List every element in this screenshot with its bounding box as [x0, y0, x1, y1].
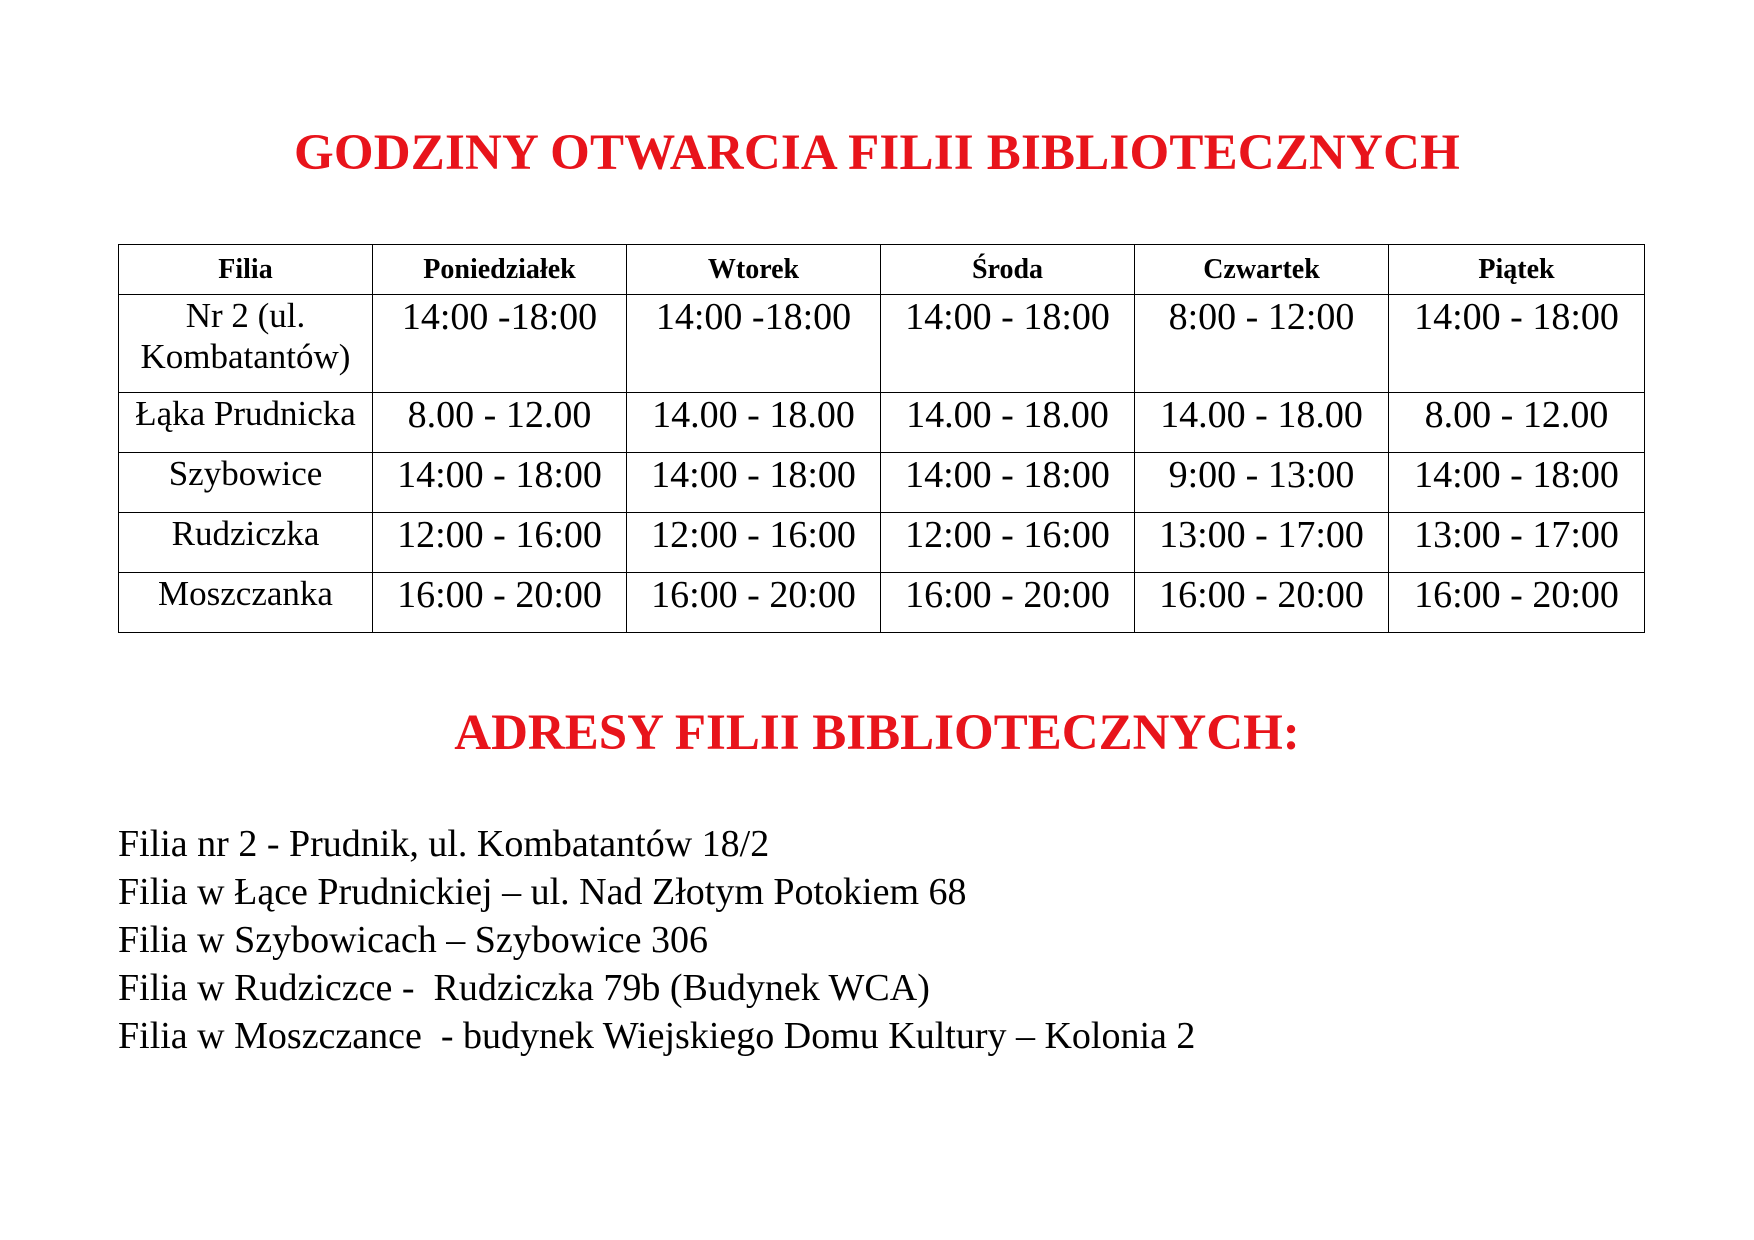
header-friday: Piątek	[1389, 245, 1645, 295]
list-item: Filia nr 2 - Prudnik, ul. Kombatantów 18/2	[118, 823, 770, 865]
hours-cell: 16:00 - 20:00	[627, 573, 881, 633]
hours-cell: 14.00 - 18.00	[1135, 393, 1389, 453]
table-row	[119, 513, 1645, 573]
hours-cell: 16:00 - 20:00	[1389, 573, 1645, 633]
header-branch: Filia	[119, 245, 373, 295]
opening-hours-table	[118, 244, 1645, 633]
branch-cell: Szybowice	[119, 453, 373, 513]
hours-cell: 8:00 - 12:00	[1135, 295, 1389, 393]
hours-cell: 8.00 - 12.00	[1389, 393, 1645, 453]
hours-cell: 14.00 - 18.00	[881, 393, 1135, 453]
address-list	[118, 820, 1195, 1060]
table-row	[119, 393, 1645, 453]
hours-cell: 14:00 - 18:00	[1389, 295, 1645, 393]
hours-cell: 9:00 - 13:00	[1135, 453, 1389, 513]
hours-cell: 13:00 - 17:00	[1135, 513, 1389, 573]
branch-cell	[119, 295, 373, 393]
hours-cell: 14:00 - 18:00	[881, 295, 1135, 393]
header-thursday: Czwartek	[1135, 245, 1389, 295]
hours-cell: 14:00 -18:00	[373, 295, 627, 393]
list-item: Filia w Szybowicach – Szybowice 306	[118, 919, 708, 961]
branch-cell: Moszczanka	[119, 573, 373, 633]
hours-cell: 14:00 - 18:00	[373, 453, 627, 513]
hours-cell: 12:00 - 16:00	[881, 513, 1135, 573]
branch-cell: Łąka Prudnicka	[119, 393, 373, 453]
hours-cell: 16:00 - 20:00	[881, 573, 1135, 633]
hours-title: GODZINY OTWARCIA FILII BIBLIOTECZNYCH	[293, 125, 1460, 181]
hours-cell: 16:00 - 20:00	[1135, 573, 1389, 633]
header-monday: Poniedziałek	[373, 245, 627, 295]
hours-cell: 13:00 - 17:00	[1389, 513, 1645, 573]
branch-cell: Rudziczka	[119, 513, 373, 573]
table-header-row	[119, 245, 1645, 295]
branch-name-line1: Nr 2 (ul.	[185, 296, 306, 335]
hours-cell: 16:00 - 20:00	[373, 573, 627, 633]
hours-cell: 14:00 - 18:00	[881, 453, 1135, 513]
hours-cell: 8.00 - 12.00	[373, 393, 627, 453]
hours-cell: 14:00 - 18:00	[1389, 453, 1645, 513]
hours-cell: 12:00 - 16:00	[627, 513, 881, 573]
hours-cell: 14:00 - 18:00	[627, 453, 881, 513]
list-item: Filia w Rudziczce - Rudziczka 79b (Budynek WCA)	[118, 967, 930, 1009]
header-tuesday: Wtorek	[627, 245, 881, 295]
hours-cell: 12:00 - 16:00	[373, 513, 627, 573]
addresses-title: ADRESY FILII BIBLIOTECZNYCH:	[454, 705, 1300, 761]
list-item: Filia w Moszczance - budynek Wiejskiego Domu Kultury – Kolonia 2	[118, 1015, 1196, 1057]
header-wednesday: Środa	[881, 245, 1135, 295]
list-item: Filia w Łące Prudnickiej – ul. Nad Złotym Potokiem 68	[118, 871, 967, 913]
table-row	[119, 295, 1645, 393]
table-row	[119, 573, 1645, 633]
hours-cell: 14:00 -18:00	[627, 295, 881, 393]
branch-name-line2: Kombatantów)	[140, 337, 351, 376]
hours-cell: 14.00 - 18.00	[627, 393, 881, 453]
table-row	[119, 453, 1645, 513]
